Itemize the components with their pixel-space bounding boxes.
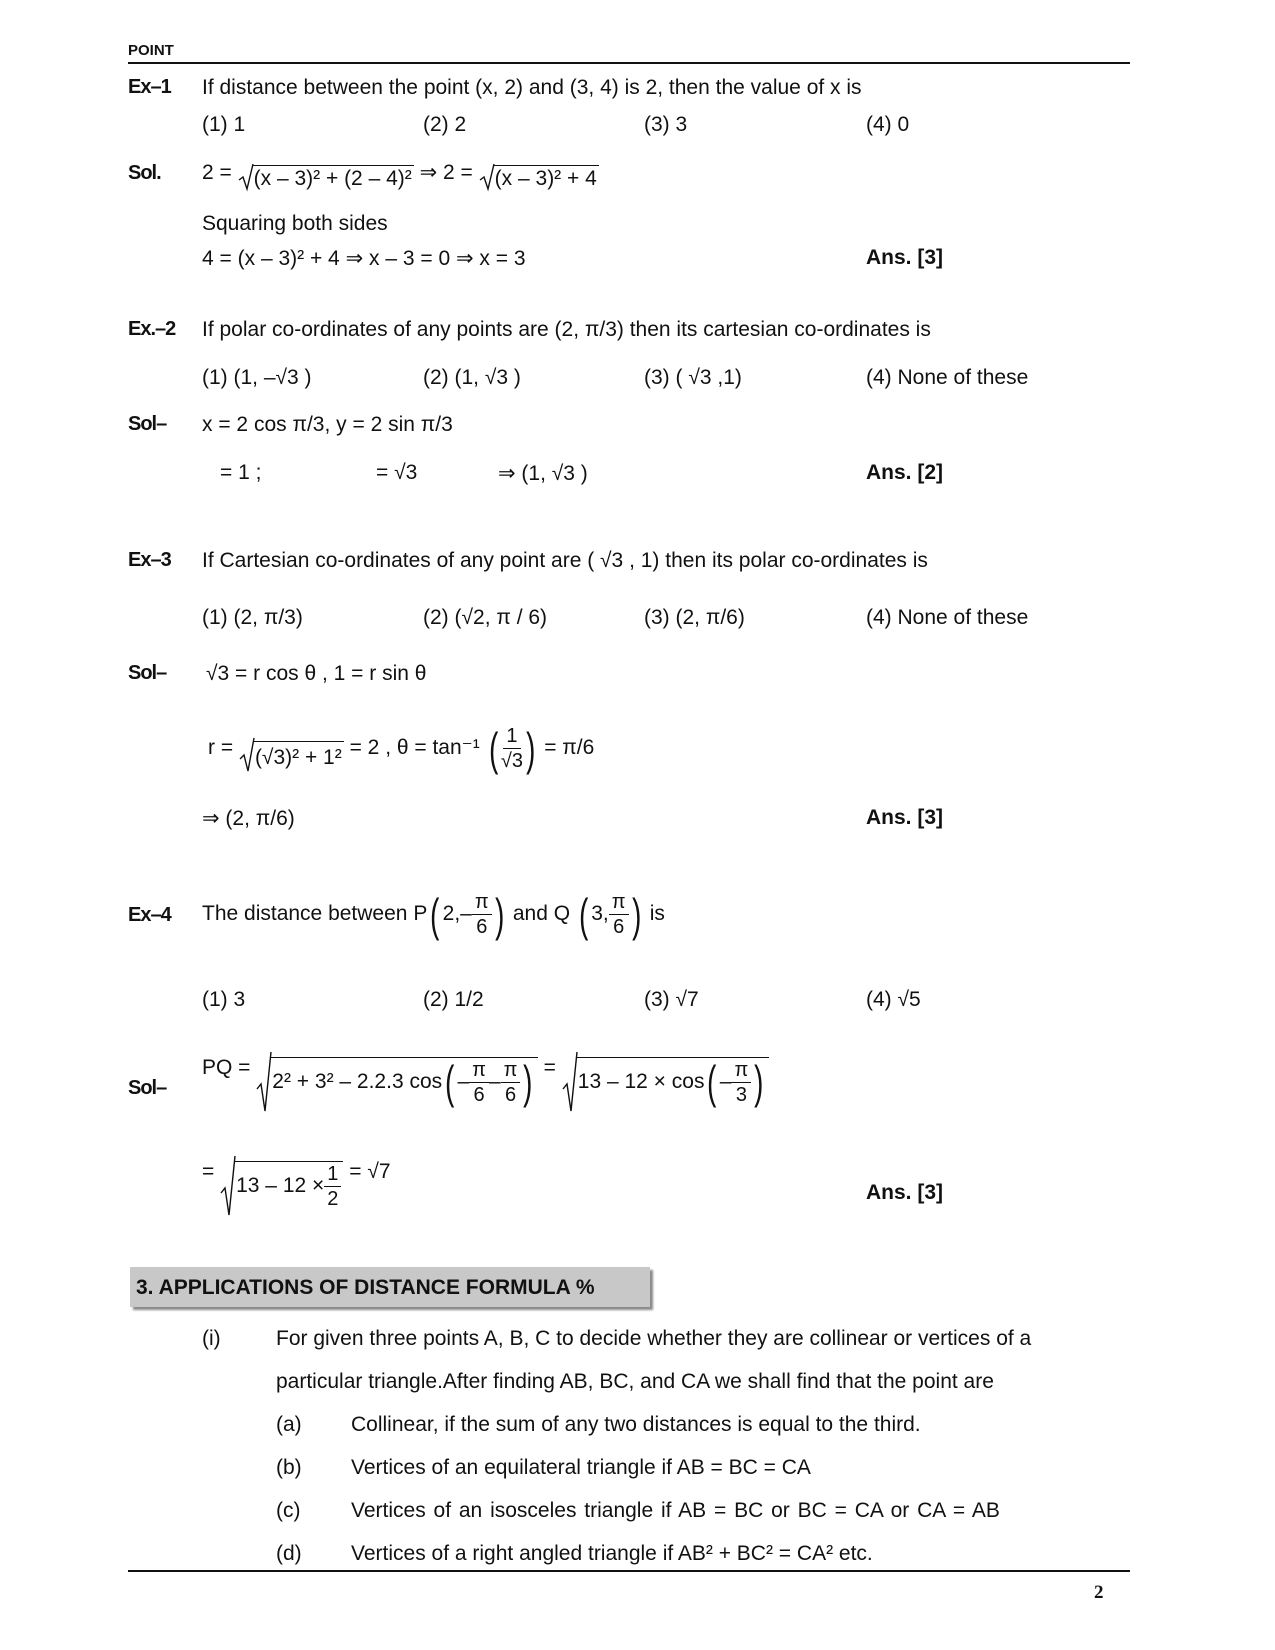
text: PQ = [202,1056,251,1079]
ex4-option-4: (4) √5 [866,988,921,1011]
paren-open: ( [578,888,589,941]
ex2-sol-line2-b: = √3 [376,461,418,484]
subitem-b-label: (b) [276,1456,302,1479]
text: = π/6 [544,736,595,760]
subitem-b-text: Vertices of an equilateral triangle if AB = BC = CA [351,1456,811,1479]
ex1-option-4: (4) 0 [866,113,910,136]
fraction: $\frac{\pi}{6}$ [501,1058,521,1107]
ex4-sol-label: Sol– [128,1077,167,1099]
item-i-line2: particular triangle.After finding AB, BC, and CA we shall find that the point are [276,1370,994,1393]
ex1-sol-line3: 4 = (x – 3)² + 4 ⇒ x – 3 = 0 ⇒ x = 3 [202,247,526,270]
ex3-question: If Cartesian co-ordinates of any point are ( √3 , 1) then its polar co-ordinates is [202,549,928,572]
ex4-question [202,890,665,939]
ex4-label: Ex–4 [128,904,171,926]
subitem-a-label: (a) [276,1413,302,1436]
sqrt-expression: 2² + 3² – 2.2.3 cos( – $\frac{\pi}{6}$ – $\frac{\pi}{6}$ ) [256,1057,538,1105]
fraction: $\frac{\pi}{6}$ [609,890,629,939]
text: P [413,902,428,926]
fraction: $\frac{\pi}{6}$ [472,890,492,939]
paren-close: ) [754,1056,764,1109]
text: 2 = [202,161,232,184]
ex4-answer: Ans. [3] [866,1181,944,1204]
text: = 2 , θ = tan⁻¹ [349,736,480,760]
sqrt-expression: (x – 3)² + 4 [479,165,599,191]
text: The distance between [202,902,408,926]
sqrt-expression [220,1161,343,1209]
fraction: $\frac{1}{√3}$ [500,725,524,772]
text: is [649,902,665,926]
ex2-sol-label: Sol– [128,413,167,435]
ex2-question: If polar co-ordinates of any points are (2, π/3) then its cartesian co-ordinates is [202,318,931,341]
item-i-label: (i) [202,1327,221,1350]
ex2-sol-line2-c: ⇒ (1, √3 ) [498,462,588,485]
ex3-option-4: (4) None of these [866,606,1029,629]
ex2-option-4: (4) None of these [866,366,1029,389]
sqrt-expression: (x – 3)² + (2 – 4)² [238,165,414,191]
ex1-option-1: (1) 1 [202,113,246,136]
paren-close: ) [631,888,641,941]
paren-open: ( [430,888,440,941]
ex3-sol-line1: √3 = r cos θ , 1 = r sin θ [206,662,427,685]
sqrt-expression: 13 – 12 × cos( – $\frac{\pi}{3}$ ) [562,1057,769,1105]
fraction: $\frac{\pi}{3}$ [731,1058,751,1107]
text: = [543,1056,556,1079]
fraction: $\frac{1}{2}$ [324,1162,341,1211]
subitem-a-text: Collinear, if the sum of any two distances is equal to the third. [351,1413,921,1436]
section-heading: 3. APPLICATIONS OF DISTANCE FORMULA % [136,1276,595,1299]
ex4-sol-line1 [202,1056,769,1109]
footer-rule [128,1570,1130,1572]
fraction: $\frac{\pi}{6}$ [469,1058,489,1107]
ex3-sol-line3: ⇒ (2, π/6) [202,807,295,830]
text: r = [208,736,234,760]
text: ⇒ 2 = [419,161,473,184]
paren-open: ( [445,1056,455,1109]
ex4-option-1: (1) 3 [202,988,246,1011]
ex1-label: Ex–1 [128,76,171,98]
subitem-c-label: (c) [276,1499,301,1522]
sqrt-expression: (√3)² + 1² [239,741,344,773]
text: and Q [512,902,571,926]
subitem-d-text: Vertices of a right angled triangle if AB² + BC² = CA² etc. [351,1542,873,1565]
text: 2² + 3² – 2.2.3 cos [272,1070,443,1093]
paren-open: ( [707,1056,717,1109]
ex1-sol-line1 [202,160,599,191]
ex4-option-3: (3) √7 [644,988,699,1011]
paren-open: ( [488,722,498,775]
text: 2,– [442,902,472,926]
paren-close: ) [494,888,504,941]
subitem-d-label: (d) [276,1542,302,1565]
ex3-option-3: (3) (2, π/6) [644,606,745,629]
ex3-sol-line2 [208,724,594,773]
ex1-option-3: (3) 3 [644,113,688,136]
text: = [202,1160,215,1183]
text: 13 – 12 × [236,1174,325,1197]
ex2-sol-line1: x = 2 cos π/3, y = 2 sin π/3 [202,413,453,436]
ex2-option-2: (2) (1, √3 ) [423,366,521,389]
ex2-sol-line2-a: = 1 ; [220,461,262,484]
ex2-answer: Ans. [2] [866,461,944,484]
ex4-sol-line2 [202,1160,391,1209]
ex3-label: Ex–3 [128,549,171,571]
ex2-option-1: (1) (1, –√3 ) [202,366,312,389]
ex2-option-3: (3) ( √3 ,1) [644,366,742,389]
ex1-sol-label: Sol. [128,162,161,184]
ex3-option-1: (1) (2, π/3) [202,606,303,629]
page-number: 2 [1094,1582,1104,1603]
running-header: POINT [128,42,174,59]
text: 3, [591,902,609,926]
ex1-option-2: (2) 2 [423,113,467,136]
ex3-answer: Ans. [3] [866,806,944,829]
ex4-option-2: (2) 1/2 [423,988,484,1011]
ex1-answer: Ans. [3] [866,246,944,269]
item-i-line1: For given three points A, B, C to decide whether they are collinear or vertices of a [276,1327,1032,1350]
ex2-label: Ex.–2 [128,318,176,340]
header-rule [128,62,1130,64]
ex1-question: If distance between the point (x, 2) and (3, 4) is 2, then the value of x is [202,76,862,99]
subitem-c-text: Vertices of an isosceles triangle if AB = BC or BC = CA or CA = AB [351,1499,1000,1522]
ex1-sol-line2: Squaring both sides [202,212,388,235]
ex3-sol-label: Sol– [128,662,167,684]
paren-close: ) [526,722,536,775]
paren-close: ) [523,1056,533,1109]
text: = √7 [349,1160,391,1183]
ex3-option-2: (2) (√2, π / 6) [423,606,548,629]
text: 13 – 12 × cos [577,1070,705,1093]
